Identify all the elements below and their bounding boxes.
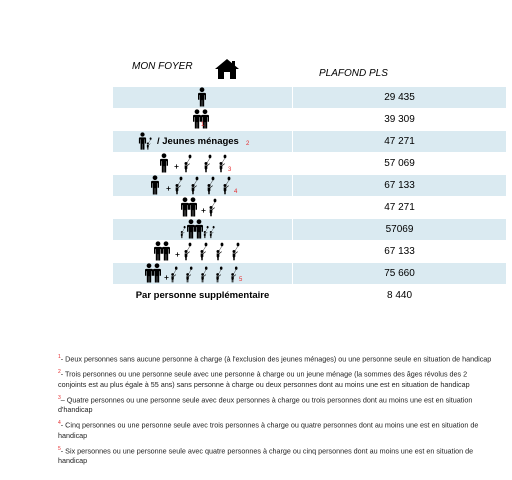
ceiling-value: 47 271 bbox=[293, 197, 507, 219]
household-composition-cell bbox=[113, 197, 293, 219]
footnote-marker: 3 bbox=[228, 167, 232, 173]
household-icons bbox=[113, 241, 292, 262]
ceiling-value: 67 133 bbox=[293, 241, 507, 263]
table-row bbox=[113, 263, 506, 285]
ceiling-value: 67 133 bbox=[293, 175, 507, 197]
adult-icon bbox=[153, 263, 161, 282]
household-composition-cell bbox=[113, 131, 293, 153]
household-icons bbox=[113, 197, 292, 218]
adult-icon bbox=[195, 219, 203, 238]
plus-icon bbox=[201, 208, 205, 212]
child-with-balloon-icon bbox=[204, 226, 209, 238]
table-row bbox=[113, 285, 506, 307]
adult-icon bbox=[154, 241, 162, 260]
table-row bbox=[113, 109, 506, 131]
footnote: $^3$– Quatre personnes ou une personne seule avec deux personnes à charge ou trois personnes dont au moins une est en situation d'handicap bbox=[58, 394, 473, 415]
table-row bbox=[113, 131, 506, 153]
child-with-balloon-icon bbox=[231, 267, 237, 283]
table-row bbox=[113, 175, 506, 197]
table-row bbox=[113, 153, 506, 175]
adult-icon bbox=[145, 263, 153, 282]
child-with-balloon-icon bbox=[220, 155, 227, 173]
household-composition-cell bbox=[113, 241, 293, 263]
child-with-balloon-icon bbox=[192, 177, 199, 195]
child-with-balloon-icon bbox=[208, 177, 215, 195]
adult-icon bbox=[198, 87, 206, 106]
child-with-balloon-icon bbox=[224, 177, 231, 195]
per-additional-person-label: Par personne supplémentaire bbox=[135, 290, 270, 301]
pls-ceiling-header: PLAFOND PLS bbox=[319, 68, 388, 79]
household-icons bbox=[113, 263, 292, 284]
footnote: $^2$- Trois personnes ou une personne seule avec une personne à charge ou un jeune ménage (la sommes des âges révolus des 2 conjoints est au plus égale à 55 ans) sans personne à charge ou deux personnes dont au moins une est en situation de handicap bbox=[58, 369, 470, 389]
ceiling-value: 29 435 bbox=[293, 87, 507, 109]
ceiling-value: 57 069 bbox=[293, 153, 507, 175]
child-with-balloon-icon bbox=[201, 267, 207, 283]
plus-icon bbox=[166, 186, 170, 190]
table-row bbox=[113, 87, 506, 109]
child-with-balloon-icon bbox=[185, 243, 192, 261]
plus-icon bbox=[164, 275, 168, 279]
adult-icon bbox=[139, 132, 146, 149]
household-composition-cell bbox=[113, 109, 293, 131]
plus-icon bbox=[175, 252, 179, 256]
table-row bbox=[113, 219, 506, 241]
footnote: $^1$- Deux personnes sans aucune personne à charge (à l'exclusion des jeunes ménages) ou une personne seule en situation de handicap bbox=[58, 354, 492, 364]
household-composition-cell bbox=[113, 175, 293, 197]
household-composition-cell bbox=[113, 263, 293, 285]
household-icons bbox=[113, 87, 292, 108]
house-icon bbox=[214, 58, 240, 80]
adult-icon bbox=[151, 175, 159, 194]
child-with-balloon-icon bbox=[205, 155, 212, 173]
child-with-balloon-icon bbox=[181, 226, 186, 238]
ceiling-value: 8 440 bbox=[293, 285, 507, 307]
ceiling-value: 47 271 bbox=[293, 131, 507, 153]
household-composition-cell bbox=[113, 153, 293, 175]
footnote: $^4$- Cinq personnes ou une personne seule avec trois personnes à charge ou quatre personnes dont au moins une est en situation de handicap bbox=[58, 420, 479, 440]
footnotes bbox=[58, 352, 494, 469]
child-with-balloon-icon bbox=[233, 243, 240, 261]
young-households-label: / Jeunes ménages bbox=[157, 136, 239, 147]
footnote-marker: 4 bbox=[234, 189, 238, 195]
child-with-balloon-icon bbox=[216, 267, 222, 283]
my-household-header: MON FOYER bbox=[132, 61, 193, 72]
child-with-balloon-icon bbox=[210, 226, 215, 238]
adult-icon bbox=[193, 109, 201, 128]
table-row bbox=[113, 197, 506, 219]
household-icons bbox=[113, 175, 292, 196]
table-row bbox=[113, 241, 506, 263]
household-icons bbox=[113, 219, 292, 240]
adult-icon bbox=[160, 153, 168, 172]
household-icons bbox=[113, 153, 292, 174]
child-with-balloon-icon bbox=[201, 243, 208, 261]
footnote-marker: 2 bbox=[246, 141, 250, 147]
household-composition-cell bbox=[113, 219, 293, 241]
child-with-balloon-icon bbox=[210, 199, 217, 217]
adult-icon bbox=[187, 219, 195, 238]
footnote-marker: 1 bbox=[201, 122, 205, 128]
ceiling-value: 39 309 bbox=[293, 109, 507, 131]
household-composition-cell bbox=[113, 285, 293, 307]
footnote-marker: 5 bbox=[239, 277, 243, 283]
child-with-balloon-icon bbox=[176, 177, 183, 195]
adult-icon bbox=[181, 197, 189, 216]
child-with-balloon-icon bbox=[217, 243, 224, 261]
ceiling-value: 57069 bbox=[293, 219, 507, 241]
plus-icon bbox=[174, 164, 178, 168]
child-with-balloon-icon bbox=[185, 155, 192, 173]
footnote: $^5$- Six personnes ou une personne seule avec quatre personnes à charge ou cinq personnes dont au moins une est en situation de handicap bbox=[58, 445, 474, 465]
ceiling-value: 75 660 bbox=[293, 263, 507, 285]
child-with-balloon-icon bbox=[147, 137, 152, 149]
adult-icon bbox=[162, 241, 170, 260]
household-composition-cell bbox=[113, 87, 293, 109]
child-with-balloon-icon bbox=[171, 267, 177, 283]
child-with-balloon-icon bbox=[186, 267, 192, 283]
income-ceiling-table bbox=[113, 86, 506, 306]
adult-icon bbox=[189, 197, 197, 216]
